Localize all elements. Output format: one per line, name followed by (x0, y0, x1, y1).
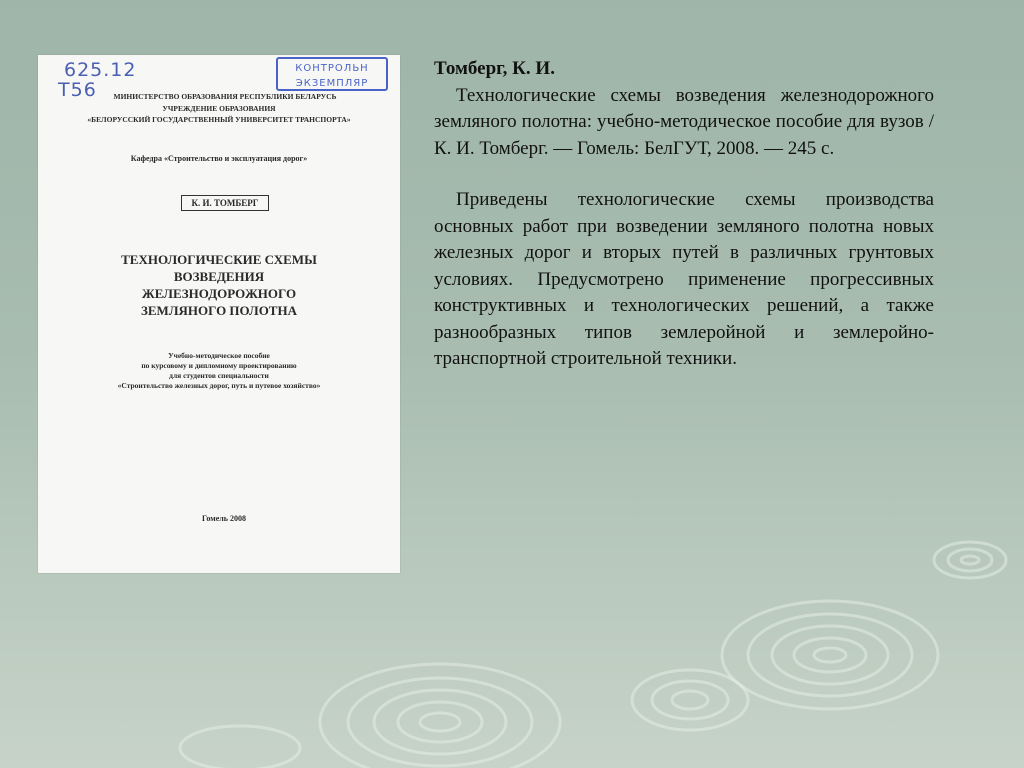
cover-subtitle-line: «Строительство железных дорог, путь и путевое хозяйство» (117, 381, 321, 390)
control-copy-stamp (276, 57, 388, 91)
book-author: Томберг, К. И. (434, 58, 555, 79)
cover-title-line: ЗЕМЛЯНОГО ПОЛОТНА (141, 303, 297, 318)
handwritten-author-code: T56 (58, 79, 97, 101)
cover-subtitle (38, 351, 400, 391)
cover-ministry: МИНИСТЕРСТВО ОБРАЗОВАНИЯ РЕСПУБЛИКИ БЕЛАРУСЬ (113, 92, 337, 101)
stamp-line-1: КОНТРОЛЬН (295, 63, 369, 74)
book-cover-image (38, 55, 400, 573)
stamp-line-2: ЭКЗЕМПЛЯР (295, 78, 369, 89)
cover-author: К. И. ТОМБЕРГ (181, 195, 269, 211)
cover-city-year: Гомель 2008 (202, 514, 246, 523)
book-description (434, 56, 934, 373)
cover-subtitle-line: Учебно-методическое пособие (168, 351, 270, 360)
cover-title (38, 251, 400, 319)
cover-department: Кафедра «Строительство и эксплуатация дорог» (130, 154, 308, 163)
cover-institution-type: УЧРЕЖДЕНИЕ ОБРАЗОВАНИЯ (162, 104, 276, 113)
book-citation: Технологические схемы возведения железнодорожного земляного полотна: учебно-методическое пособие для вузов / К. И. Томберг. — Гомель: БелГУТ, 2008. — 245 с. (434, 84, 934, 159)
book-annotation: Приведены технологические схемы производства основных работ при возведении земляного полотна новых железных дорог и вторых путей в различных грунтовых условиях. Предусмотрено применение прогрессивных конструктивных и технологических решений, а также разнообразных типов землеройной и землеройно-транспортной строительной техники. (434, 189, 934, 369)
cover-title-line: ЖЕЛЕЗНОДОРОЖНОГО (141, 286, 297, 301)
handwritten-classification-code: 625.12 (64, 59, 137, 81)
cover-title-line: ТЕХНОЛОГИЧЕСКИЕ СХЕМЫ (121, 252, 317, 267)
cover-subtitle-line: для студентов специальности (169, 371, 269, 380)
cover-title-line: ВОЗВЕДЕНИЯ (173, 269, 265, 284)
cover-university: «БЕЛОРУССКИЙ ГОСУДАРСТВЕННЫЙ УНИВЕРСИТЕТ ТРАНСПОРТА» (87, 115, 351, 124)
cover-subtitle-line: по курсовому и дипломному проектированию (141, 361, 297, 370)
